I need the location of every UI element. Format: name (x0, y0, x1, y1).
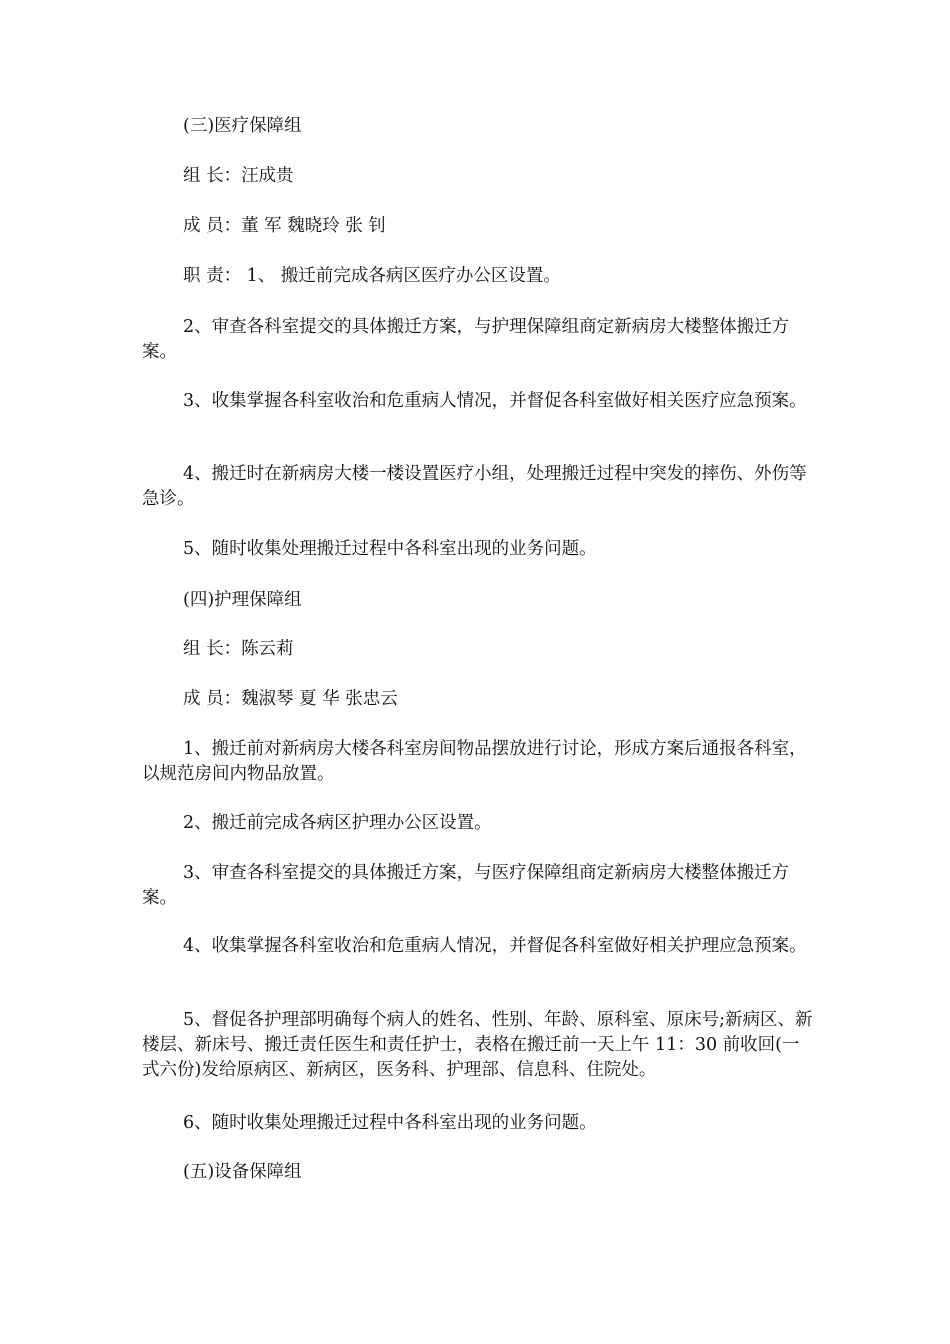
nursing-members-line: 成 员：魏淑琴 夏 华 张忠云 (183, 689, 398, 709)
nursing-leader-line: 组 长：陈云莉 (183, 639, 294, 659)
section-heading-medical: (三)医疗保障组 (183, 116, 302, 136)
nursing-duty-4: 4、收集掌握各科室收治和危重病人情况，并督促各科室做好相关护理应急预案。 (183, 936, 807, 956)
nursing-duty-6: 6、随时收集处理搬迁过程中各科室出现的业务问题。 (183, 1113, 597, 1133)
section-heading-equipment: (五)设备保障组 (183, 1162, 302, 1182)
medical-duty-4: 4、搬迁时在新病房大楼一楼设置医疗小组，处理搬迁过程中突发的摔伤、外伤等急诊。 (142, 464, 807, 509)
medical-leader-line: 组 长：汪成贵 (183, 166, 294, 186)
nursing-duty-1: 1、搬迁前对新病房大楼各科室房间物品摆放进行讨论，形成方案后通报各科室，以规范房间内物品放置。 (142, 739, 807, 784)
nursing-duty-2: 2、搬迁前完成各病区护理办公区设置。 (183, 813, 492, 833)
nursing-duty-5: 5、督促各护理部明确每个病人的姓名、性别、年龄、原科室、原床号;新病区、新楼层、新床号、搬迁责任医生和责任护士，表格在搬迁前一天上午 11：30 前收回(一式六份)发给原病区、新病区，医务科、护理部、信息科、住院处。 (142, 1010, 813, 1080)
medical-duty-1: 职 责： 1、 搬迁前完成各病区医疗办公区设置。 (183, 266, 561, 286)
section-heading-nursing: (四)护理保障组 (183, 590, 302, 610)
medical-duty-3: 3、收集掌握各科室收治和危重病人情况，并督促各科室做好相关医疗应急预案。 (183, 391, 807, 411)
medical-duty-2: 2、审查各科室提交的具体搬迁方案，与护理保障组商定新病房大楼整体搬迁方案。 (142, 317, 790, 362)
medical-duty-5: 5、随时收集处理搬迁过程中各科室出现的业务问题。 (183, 539, 597, 559)
medical-members-line: 成 员：董 军 魏晓玲 张 钊 (183, 216, 386, 236)
nursing-duty-3: 3、审查各科室提交的具体搬迁方案，与医疗保障组商定新病房大楼整体搬迁方案。 (142, 863, 790, 908)
